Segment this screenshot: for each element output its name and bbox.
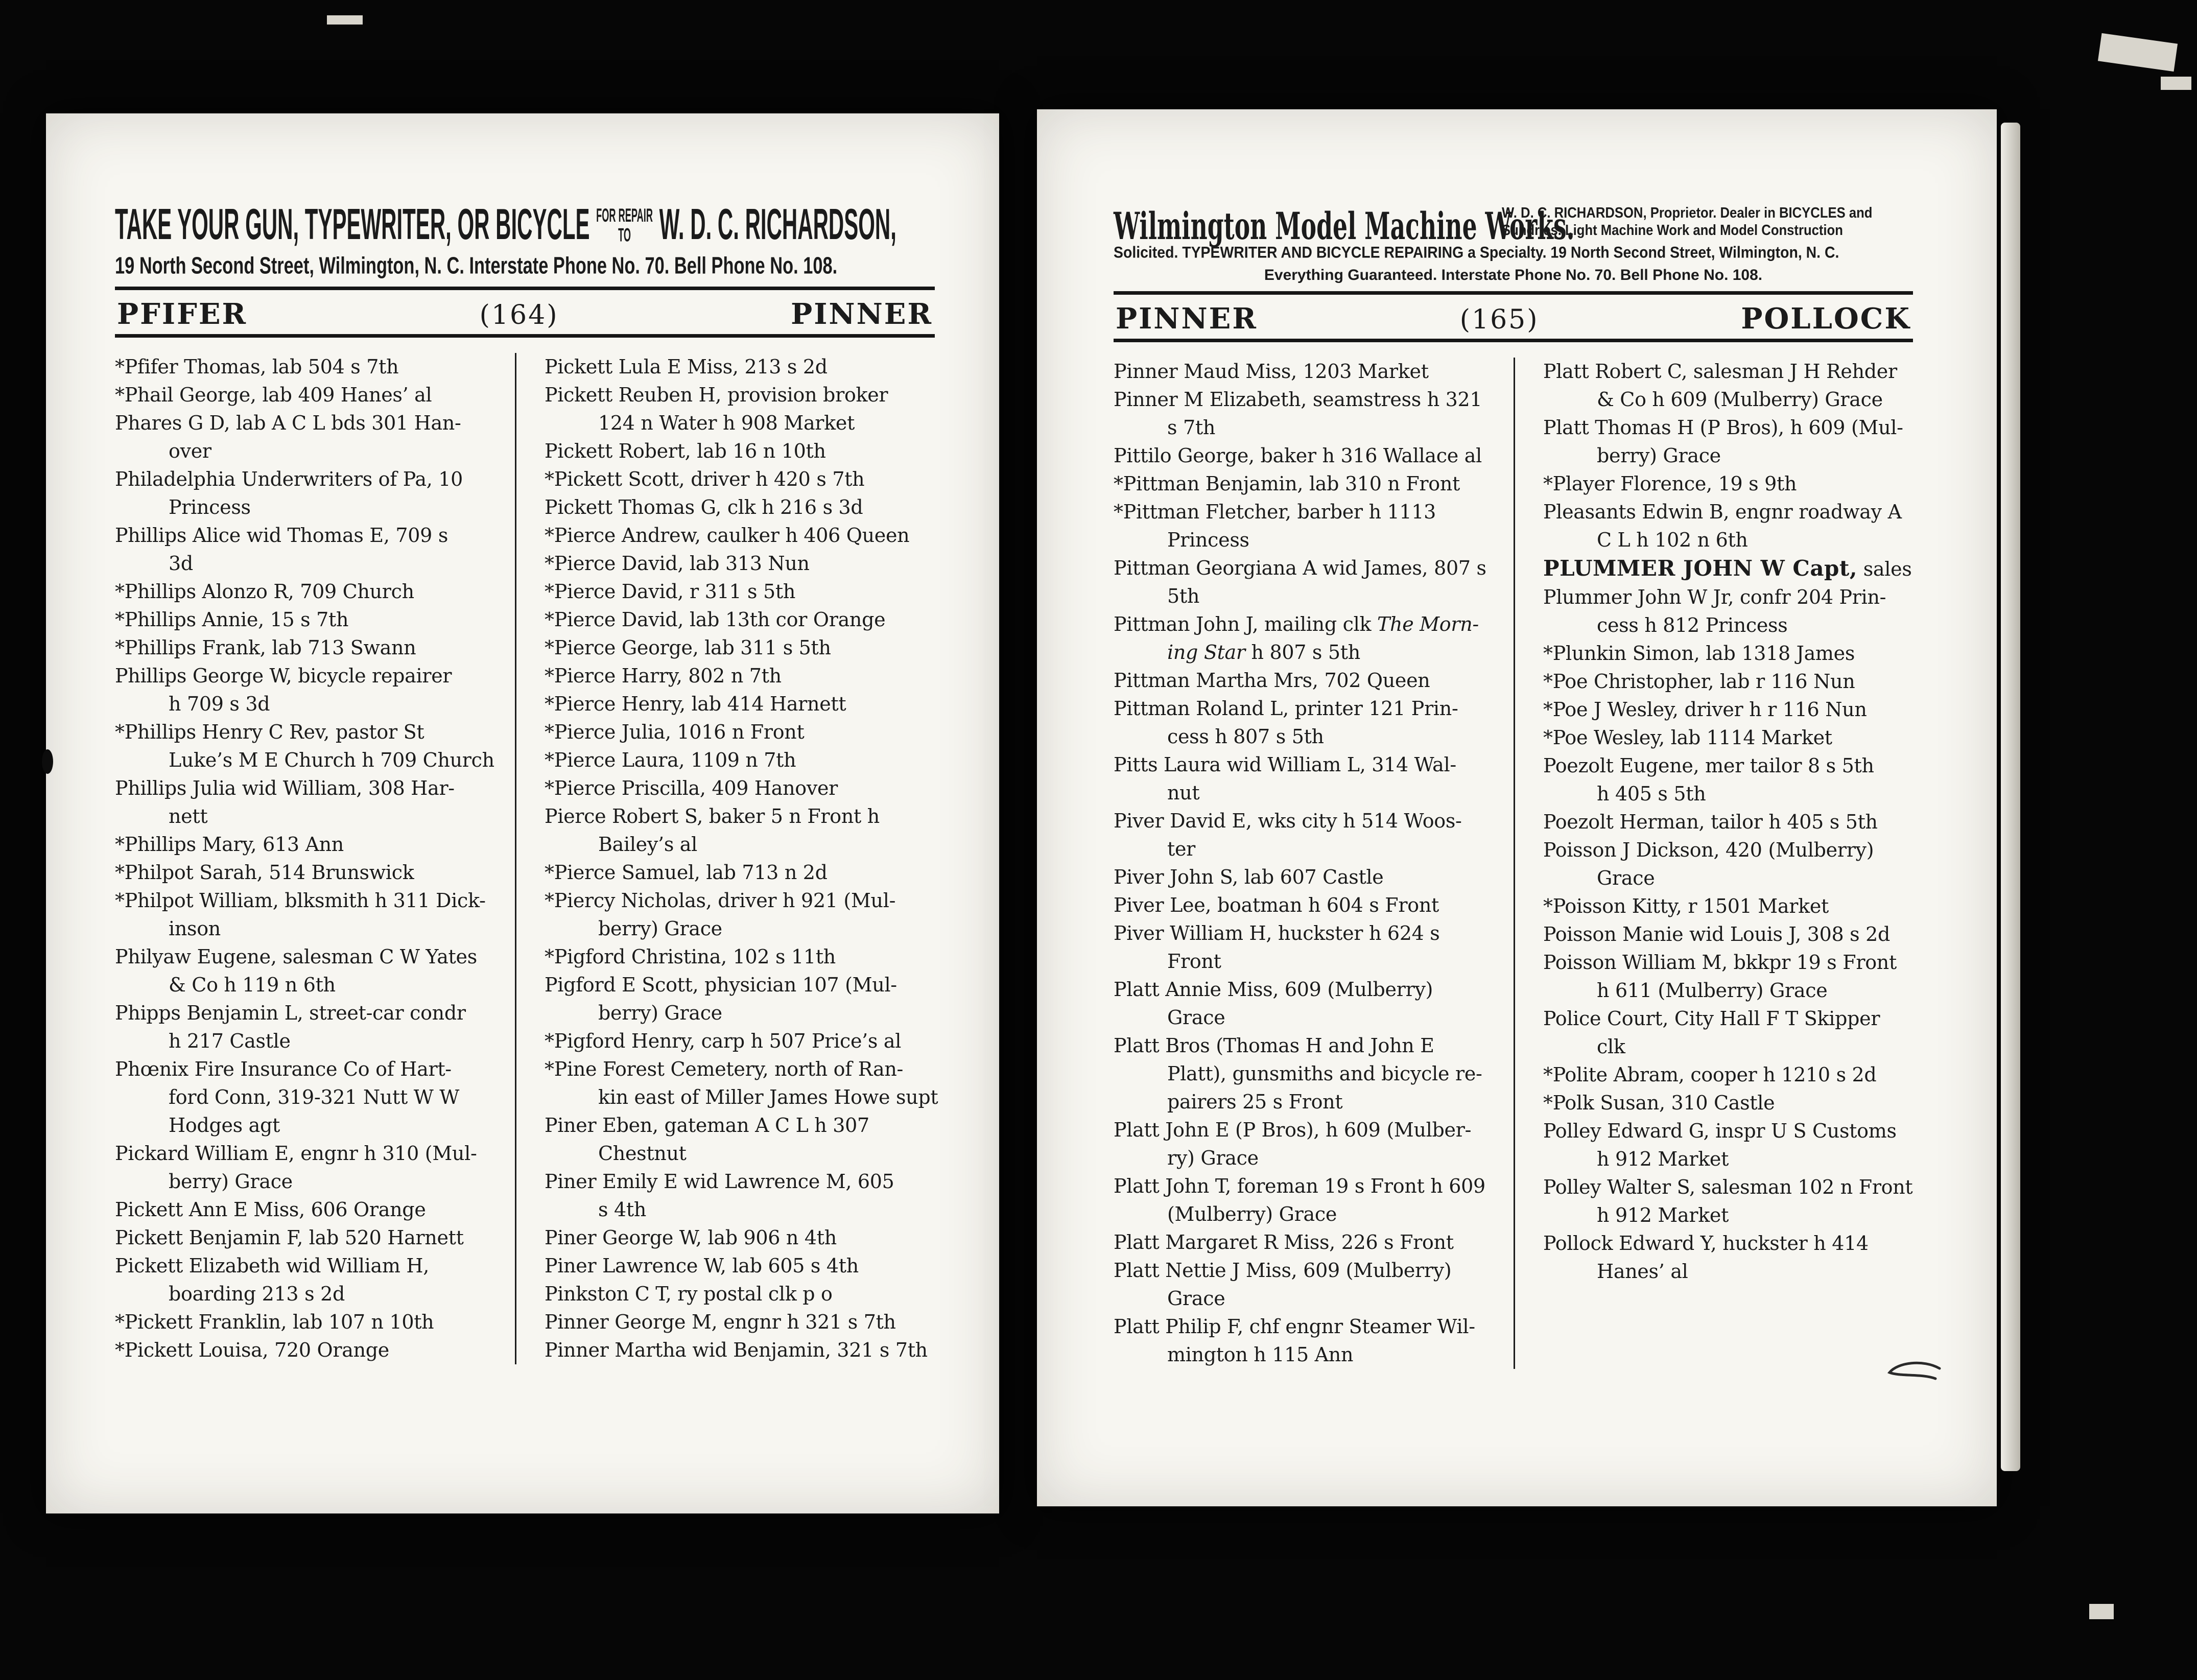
entry-line: PLUMMER JOHN W Capt, sales (1543, 556, 1912, 581)
entry-line: Pinkston C T, ry postal clk p o (545, 1283, 833, 1305)
entry-line: Pickard William E, engnr h 310 (Mul- (115, 1142, 477, 1165)
entry-continuation-line: Princess (1167, 529, 1249, 551)
entry-line: Polley Walter S, salesman 102 n Front (1543, 1176, 1913, 1198)
advertisement-right (1114, 204, 1913, 284)
entry-line: *Pigford Henry, carp h 507 Price’s al (545, 1030, 902, 1052)
entry-line: Plummer John W Jr, confr 204 Prin- (1543, 586, 1886, 608)
entry-line: Pinner Maud Miss, 1203 Market (1114, 360, 1429, 383)
entry-line: Piner George W, lab 906 n 4th (545, 1226, 837, 1249)
entry-continuation-line: over (169, 440, 211, 462)
ad-services-line: Solicited. TYPEWRITER AND BICYCLE REPAIRING a Specialty. 19 North Second Street, Wilmington, N. C. (1114, 244, 1839, 262)
entry-line: Philyaw Eugene, salesman C W Yates (115, 945, 477, 968)
entry-line: *Pierce Andrew, caulker h 406 Queen (545, 524, 910, 547)
directory-columns (1114, 358, 1913, 1369)
entry-continuation-line: berry) Grace (1597, 444, 1721, 467)
entry-line: *Pine Forest Cemetery, north of Ran- (545, 1058, 904, 1080)
entry-line: *Pigford Christina, 102 s 11th (545, 945, 836, 968)
directory-entry (1114, 386, 1509, 442)
entry-continuation-line: boarding 213 s 2d (169, 1283, 345, 1305)
entry-line: *Pierce Priscilla, 409 Hanover (545, 777, 838, 799)
directory-entry (545, 493, 938, 522)
entry-continuation-line: inson (169, 917, 221, 940)
entry-continuation-line: h 912 Market (1597, 1204, 1729, 1226)
entry-continuation-line: berry) Grace (169, 1170, 293, 1193)
entry-line: Phillips George W, bicycle repairer (115, 665, 452, 687)
entry-line: Phipps Benjamin L, street-car condr (115, 1002, 466, 1024)
divider-rule (1114, 339, 1913, 342)
entry-line: Platt Margaret R Miss, 226 s Front (1114, 1231, 1454, 1253)
directory-entry (115, 999, 511, 1055)
divider-rule (1114, 291, 1913, 295)
entry-continuation-line: ry) Grace (1167, 1147, 1259, 1169)
directory-entry (545, 437, 938, 465)
entry-continuation-line: h 709 s 3d (169, 693, 270, 715)
entry-line: Poisson J Dickson, 420 (Mulberry) (1543, 839, 1874, 861)
entry-line: Pittman Georgiana A wid James, 807 s (1114, 557, 1486, 579)
entry-continuation-line: Grace (1167, 1006, 1225, 1029)
entry-line: *Pittman Fletcher, barber h 1113 (1114, 501, 1436, 523)
entry-line: Piver David E, wks city h 514 Woos- (1114, 810, 1462, 832)
scan-artifact (2098, 33, 2178, 72)
entry-continuation-line: Front (1167, 950, 1221, 973)
entry-continuation-line: Grace (1597, 867, 1655, 889)
directory-entry (545, 465, 938, 493)
entry-line: Platt John E (P Bros), h 609 (Mulber- (1114, 1119, 1472, 1141)
directory-entry (1543, 554, 1913, 583)
ad-proprietor-lines (1502, 204, 1872, 239)
entry-continuation-line: ford Conn, 319-321 Nutt W W (169, 1086, 459, 1108)
directory-entry (545, 1055, 938, 1111)
directory-entry (1114, 1032, 1509, 1116)
entry-line: *Plunkin Simon, lab 1318 James (1543, 642, 1855, 665)
directory-entry (115, 1055, 511, 1140)
entry-line: *Poe J Wesley, driver h r 116 Nun (1543, 698, 1867, 721)
directory-entry (545, 1027, 938, 1055)
entry-line: Polley Edward G, inspr U S Customs (1543, 1120, 1897, 1142)
entry-continuation-line: & Co h 609 (Mulberry) Grace (1597, 388, 1883, 411)
entry-line: *Pittman Benjamin, lab 310 n Front (1114, 472, 1460, 495)
directory-entry (1543, 470, 1913, 498)
entry-continuation-line: C L h 102 n 6th (1597, 529, 1748, 551)
entry-line: *Poisson Kitty, r 1501 Market (1543, 895, 1829, 917)
entry-line: *Philpot William, blksmith h 311 Dick- (115, 889, 486, 912)
entry-line: Pinner M Elizabeth, seamstress h 321 (1114, 388, 1482, 411)
entry-continuation-line: Hodges agt (169, 1114, 280, 1137)
entry-continuation-line: pairers 25 s Front (1167, 1091, 1343, 1113)
directory-entry (1114, 554, 1509, 610)
directory-entry (115, 1308, 511, 1336)
directory-entry (545, 662, 938, 690)
entry-line: Pinner George M, engnr h 321 s 7th (545, 1311, 896, 1333)
entry-continuation-line: ing Star h 807 s 5th (1167, 641, 1360, 664)
directory-entry (1114, 610, 1509, 667)
entry-line: Pickett Thomas G, clk h 216 s 3d (545, 496, 863, 518)
entry-line: Pickett Reuben H, provision broker (545, 384, 888, 406)
directory-entry (1543, 1061, 1913, 1089)
directory-entry (545, 578, 938, 606)
entry-continuation-line: 124 n Water h 908 Market (598, 412, 855, 434)
directory-column (516, 353, 938, 1364)
directory-entry (1114, 1257, 1509, 1313)
entry-line: *Pierce Laura, 1109 n 7th (545, 749, 796, 771)
entry-line: Poezolt Eugene, mer tailor 8 s 5th (1543, 754, 1874, 777)
entry-continuation-line: (Mulberry) Grace (1167, 1203, 1337, 1225)
directory-entry (545, 746, 938, 774)
entry-line: *Player Florence, 19 s 9th (1543, 472, 1797, 495)
entry-continuation-line: ter (1167, 838, 1196, 860)
directory-entry (1114, 695, 1509, 751)
directory-entry (1543, 696, 1913, 724)
entry-line: Pittman Martha Mrs, 702 Queen (1114, 669, 1430, 692)
entry-line: Pleasants Edwin B, engnr roadway A (1543, 501, 1902, 523)
directory-entry (115, 774, 511, 831)
entry-continuation-line: Hanes’ al (1597, 1260, 1688, 1283)
entry-line: *Phail George, lab 409 Hanes’ al (115, 384, 432, 406)
entry-line: Pitts Laura wid William L, 314 Wal- (1114, 753, 1456, 776)
ad-small-bottom: TO (618, 224, 631, 246)
entry-line: Poezolt Herman, tailor h 405 s 5th (1543, 811, 1878, 833)
directory-entry (1114, 751, 1509, 807)
directory-entry (1114, 1228, 1509, 1257)
left-page (46, 113, 999, 1513)
directory-entry (1543, 1089, 1913, 1117)
directory-entry (115, 943, 511, 999)
entry-line: *Pickett Louisa, 720 Orange (115, 1339, 389, 1361)
entry-continuation-line: cess h 807 s 5th (1167, 725, 1324, 748)
entry-continuation-line: kin east of Miller James Howe supt (598, 1086, 938, 1108)
entry-line: *Pierce David, lab 13th cor Orange (545, 608, 886, 631)
entry-line: Piner Lawrence W, lab 605 s 4th (545, 1255, 859, 1277)
entry-continuation-line: clk (1597, 1035, 1625, 1058)
directory-entry (115, 409, 511, 465)
running-header (115, 290, 935, 334)
entry-line: *Piercy Nicholas, driver h 921 (Mul- (545, 889, 896, 912)
entry-line: *Phillips Frank, lab 713 Swann (115, 636, 416, 659)
directory-entry (115, 634, 511, 662)
entry-continuation-line: h 217 Castle (169, 1030, 291, 1052)
entry-line: Piner Eben, gateman A C L h 307 (545, 1114, 869, 1137)
ad-headline (115, 185, 896, 249)
entry-line: Platt Robert C, salesman J H Rehder (1543, 360, 1897, 383)
entry-continuation-line: cess h 812 Princess (1597, 614, 1788, 636)
entry-continuation-line: h 405 s 5th (1597, 783, 1706, 805)
directory-entry (1543, 1173, 1913, 1229)
directory-entry (1543, 640, 1913, 668)
directory-columns (115, 353, 938, 1364)
entry-continuation-line: h 912 Market (1597, 1148, 1729, 1170)
entry-line: *Polite Abram, cooper h 1210 s 2d (1543, 1063, 1877, 1086)
entry-line: Platt Philip F, chf engnr Steamer Wil- (1114, 1315, 1475, 1338)
entry-line: *Phillips Alonzo R, 709 Church (115, 580, 414, 603)
directory-entry (115, 606, 511, 634)
page-number: (165) (1459, 304, 1539, 335)
entry-continuation-line: Princess (169, 496, 251, 518)
entry-continuation-line: Bailey’s al (598, 833, 698, 856)
entry-line: *Pierce David, r 311 s 5th (545, 580, 796, 603)
pen-mark (1882, 1358, 1944, 1394)
entry-line: Police Court, City Hall F T Skipper (1543, 1007, 1880, 1030)
directory-column (1515, 358, 1913, 1369)
directory-entry (545, 859, 938, 887)
directory-entry (115, 1196, 511, 1224)
directory-entry (1114, 1116, 1509, 1172)
entry-line: Phares G D, lab A C L bds 301 Han- (115, 412, 461, 434)
entry-line: Platt Nettie J Miss, 609 (Mulberry) (1114, 1259, 1452, 1282)
advertisement-left (115, 200, 935, 279)
entry-line: *Pierce David, lab 313 Nun (545, 552, 810, 575)
ad-small-top: FOR REPAIR (596, 204, 653, 226)
ad-proprietor-line1: W. D. C. RICHARDSON, Proprietor. Dealer in BICYCLES and (1502, 205, 1873, 221)
page-edge (2001, 123, 2020, 1471)
ad-headline-small-stack (596, 206, 653, 245)
entry-line: Pittman Roland L, printer 121 Prin- (1114, 697, 1458, 720)
entry-line: *Pierce Henry, lab 414 Harnett (545, 693, 846, 715)
directory-entry (115, 718, 511, 774)
directory-entry (545, 971, 938, 1027)
entry-line: *Poe Christopher, lab r 116 Nun (1543, 670, 1855, 693)
directory-entry (115, 1224, 511, 1252)
entry-line: *Poe Wesley, lab 1114 Market (1543, 726, 1832, 749)
entry-line: *Pickett Franklin, lab 107 n 10th (115, 1311, 434, 1333)
directory-entry (1114, 1172, 1509, 1228)
directory-entry (1114, 863, 1509, 891)
ad-business-name: Wilmington Model Machine Works. (1114, 204, 1575, 248)
entry-line: *Phillips Henry C Rev, pastor St (115, 721, 424, 743)
directory-entry (1543, 808, 1913, 836)
entry-line: *Polk Susan, 310 Castle (1543, 1092, 1775, 1114)
directory-entry (545, 718, 938, 746)
entry-continuation-line: mington h 115 Ann (1167, 1343, 1354, 1366)
directory-entry (545, 550, 938, 578)
directory-entry (1114, 1313, 1509, 1369)
directory-entry (115, 1140, 511, 1196)
entry-line: *Phillips Mary, 613 Ann (115, 833, 344, 856)
ad-guarantee-line: Everything Guaranteed. Interstate Phone No. 70. Bell Phone No. 108. (1264, 267, 1763, 283)
directory-entry (545, 1308, 938, 1336)
directory-entry (1543, 920, 1913, 949)
directory-entry (1543, 1117, 1913, 1173)
directory-entry (1114, 442, 1509, 470)
entry-continuation-line: berry) Grace (598, 1002, 722, 1024)
scan-artifact (327, 15, 363, 25)
entry-line: Pollock Edward Y, huckster h 414 (1543, 1232, 1869, 1255)
entry-line: Piver Lee, boatman h 604 s Front (1114, 894, 1439, 916)
directory-entry (1543, 414, 1913, 470)
entry-line: Pierce Robert S, baker 5 n Front h (545, 805, 880, 827)
scan-artifact (2161, 77, 2191, 90)
directory-entry (545, 1252, 938, 1280)
entry-line: Piver William H, huckster h 624 s (1114, 922, 1440, 944)
entry-line: Platt Thomas H (P Bros), h 609 (Mul- (1543, 416, 1903, 439)
entry-line: Platt Bros (Thomas H and John E (1114, 1034, 1434, 1057)
entry-line: Pittman John J, mailing clk The Morn- (1114, 613, 1479, 635)
directory-entry (545, 1168, 938, 1224)
directory-entry (1543, 358, 1913, 414)
directory-entry (115, 522, 511, 578)
entry-line: *Pickett Scott, driver h 420 s 7th (545, 468, 865, 490)
directory-entry (545, 522, 938, 550)
entry-line: Phillips Alice wid Thomas E, 709 s (115, 524, 448, 547)
entry-line: Pinner Martha wid Benjamin, 321 s 7th (545, 1339, 928, 1361)
entry-line: Pickett Robert, lab 16 n 10th (545, 440, 826, 462)
page-number: (164) (479, 300, 559, 330)
directory-entry (545, 1280, 938, 1308)
entry-line: Piner Emily E wid Lawrence M, 605 (545, 1170, 894, 1193)
entry-line: Phœnix Fire Insurance Co of Hart- (115, 1058, 452, 1080)
directory-entry (115, 353, 511, 381)
directory-entry (1114, 976, 1509, 1032)
header-first-name: PFIFER (117, 297, 248, 331)
running-header (1114, 295, 1913, 339)
directory-entry (1543, 498, 1913, 554)
entry-line: Pickett Benjamin F, lab 520 Harnett (115, 1226, 464, 1249)
directory-entry (545, 802, 938, 859)
divider-rule (115, 287, 935, 290)
directory-entry (1543, 583, 1913, 640)
directory-entry (1114, 470, 1509, 498)
directory-column (115, 353, 516, 1364)
directory-entry (545, 690, 938, 718)
directory-entry (545, 1224, 938, 1252)
directory-entry (545, 943, 938, 971)
directory-entry (115, 1336, 511, 1364)
directory-entry (1543, 892, 1913, 920)
directory-entry (545, 1111, 938, 1168)
entry-line: Pickett Ann E Miss, 606 Orange (115, 1198, 426, 1221)
entry-continuation-line: Platt), gunsmiths and bicycle re- (1167, 1062, 1482, 1085)
directory-entry (115, 578, 511, 606)
directory-entry (545, 353, 938, 381)
entry-line: *Philpot Sarah, 514 Brunswick (115, 861, 414, 884)
directory-entry (115, 831, 511, 859)
directory-entry (1114, 358, 1509, 386)
entry-line: Pickett Lula E Miss, 213 s 2d (545, 356, 828, 378)
directory-entry (545, 634, 938, 662)
directory-entry (115, 887, 511, 943)
entry-line: *Pierce Julia, 1016 n Front (545, 721, 805, 743)
entry-continuation-line: nett (169, 805, 208, 827)
directory-entry (1114, 891, 1509, 919)
entry-line: *Pierce Samuel, lab 713 n 2d (545, 861, 828, 884)
ad-proprietor-line2: Sundries. Light Machine Work and Model Construction (1502, 222, 1843, 239)
directory-entry (1543, 668, 1913, 696)
directory-entry (1114, 498, 1509, 554)
entry-line: Pittilo George, baker h 316 Wallace al (1114, 444, 1482, 467)
header-last-name: PINNER (791, 297, 933, 331)
entry-line: Piver John S, lab 607 Castle (1114, 866, 1384, 888)
entry-continuation-line: h 611 (Mulberry) Grace (1597, 979, 1828, 1002)
header-first-name: PINNER (1116, 302, 1258, 336)
directory-entry (1543, 724, 1913, 752)
ad-address-line: 19 North Second Street, Wilmington, N. C. Interstate Phone No. 70. Bell Phone No. 108. (115, 253, 838, 279)
directory-entry (1543, 949, 1913, 1005)
directory-entry (115, 662, 511, 718)
entry-continuation-line: 5th (1167, 585, 1200, 607)
scan-mark (42, 749, 53, 774)
entry-continuation-line: Chestnut (598, 1142, 687, 1165)
entry-continuation-line: & Co h 119 n 6th (169, 974, 336, 996)
entry-line: Platt John T, foreman 19 s Front h 609 (1114, 1175, 1485, 1197)
entry-continuation-line: nut (1167, 782, 1200, 804)
entry-line: Philadelphia Underwriters of Pa, 10 (115, 468, 463, 490)
entry-continuation-line: s 4th (598, 1198, 647, 1221)
entry-line: Pickett Elizabeth wid William H, (115, 1255, 429, 1277)
entry-line: Pigford E Scott, physician 107 (Mul- (545, 974, 897, 996)
directory-entry (545, 887, 938, 943)
directory-entry (115, 381, 511, 409)
entry-line: *Pfifer Thomas, lab 504 s 7th (115, 356, 399, 378)
divider-rule (115, 334, 935, 338)
entry-line: Platt Annie Miss, 609 (Mulberry) (1114, 978, 1433, 1001)
entry-continuation-line: Luke’s M E Church h 709 Church (169, 749, 494, 771)
entry-continuation-line: Grace (1167, 1287, 1225, 1310)
ad-headline-main: TAKE YOUR GUN, TYPEWRITER, OR BICYCLE (115, 200, 590, 249)
scan-artifact (2089, 1604, 2114, 1619)
directory-entry (545, 606, 938, 634)
directory-entry (1114, 667, 1509, 695)
entry-line: Phillips Julia wid William, 308 Har- (115, 777, 455, 799)
directory-entry (1543, 1005, 1913, 1061)
directory-column (1114, 358, 1515, 1369)
entry-line: *Phillips Annie, 15 s 7th (115, 608, 349, 631)
directory-entry (115, 1252, 511, 1308)
directory-entry (1543, 1229, 1913, 1286)
ad-headline-name: W. D. C. RICHARDSON, (659, 200, 896, 249)
directory-entry (115, 465, 511, 522)
directory-entry (115, 859, 511, 887)
directory-entry (1543, 836, 1913, 892)
entry-continuation-line: s 7th (1167, 416, 1216, 439)
entry-line: Poisson Manie wid Louis J, 308 s 2d (1543, 923, 1891, 945)
right-page (1037, 109, 1997, 1506)
directory-entry (545, 774, 938, 802)
directory-entry (1114, 807, 1509, 863)
entry-continuation-line: 3d (169, 552, 193, 575)
entry-line: *Pierce Harry, 802 n 7th (545, 665, 782, 687)
directory-entry (1543, 752, 1913, 808)
header-last-name: POLLOCK (1741, 302, 1911, 336)
directory-entry (545, 381, 938, 437)
entry-line: Poisson William M, bkkpr 19 s Front (1543, 951, 1897, 974)
directory-entry (545, 1336, 938, 1364)
entry-line: *Pierce George, lab 311 s 5th (545, 636, 831, 659)
directory-entry (1114, 919, 1509, 976)
entry-continuation-line: berry) Grace (598, 917, 722, 940)
